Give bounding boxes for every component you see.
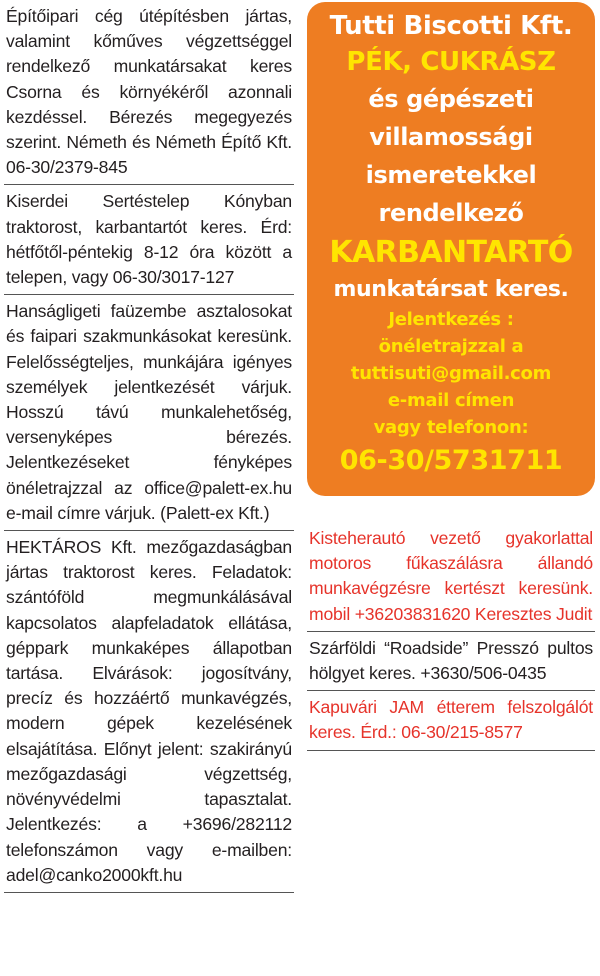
right-column	[307, 0, 595, 751]
featured-apply: e-mail címen	[387, 390, 515, 411]
featured-apply: Jelentkezés :	[388, 309, 514, 330]
featured-ad-box	[307, 2, 595, 496]
featured-line: munkatársat keres.	[333, 277, 569, 302]
ad-separator	[4, 892, 294, 893]
classified-ad-hektaros: HEKTÁROS Kft. mezőgazdaságban jártas traktorost keres. Feladatok: szántóföld megmunkálásával kapcsolatos alapfeladatok ellátása, géppark munkaképes állapotban tartása. Elvárások: jogosítvány, precíz és hozzáértő munkavégzés, modern gépek kezelésének elsajátítása. Előnyt jelent: szakirányú mezőgazdasági végzettség, növényvédelmi tapasztalat. Jelentkezés: a +3696/282112 telefonszámon vagy e-mailben: adel@canko2000kft.hu	[6, 537, 292, 885]
featured-line: ismeretekkel	[365, 161, 537, 189]
featured-apply: önéletrajzzal a	[378, 336, 524, 357]
classified-ad-jam: Kapuvári JAM étterem felszolgálót keres. Érd.: 06-30/215-8577	[309, 697, 593, 743]
left-column	[4, 0, 294, 893]
classified-ad-gardener: Kisteherautó vezető gyakorlattal motoros fűkaszálásra állandó munkavégzésre kertészt keresünk. mobil +36203831620 Keresztes Judit	[309, 528, 593, 624]
featured-line: rendelkező	[378, 199, 524, 227]
classified-ad-pig-farm: Kiserdei Sertéstelep Kónyban traktorost, karbantartót keres. Érd: hétfőtől-péntekig 8-12 óra között a telepen, vagy 06-30/3017-127	[6, 191, 292, 288]
featured-role: KARBANTARTÓ	[329, 235, 573, 270]
featured-company: Tutti Biscotti Kft.	[329, 11, 573, 41]
featured-line: és gépészeti	[368, 85, 534, 113]
featured-line: villamossági	[369, 123, 533, 151]
right-ads-list	[307, 522, 595, 751]
classified-ad-roadside: Szárföldi “Roadside” Presszó pultos hölgyet keres. +3630/506-0435	[309, 637, 593, 684]
featured-phone: 06-30/5731711	[339, 445, 563, 476]
featured-email: tuttisuti@gmail.com	[350, 363, 552, 384]
classified-ad-construction: Építőipari cég útépítésben jártas, valamint kőműves végzettséggel rendelkező munkatársakat keres Csorna és környékéről azonnali kezdéssel. Bérezés megegyezés szerint. Németh és Németh Építő Kft. 06-30/2379-845	[6, 6, 292, 178]
featured-positions: PÉK, CUKRÁSZ	[346, 47, 556, 77]
classified-ad-wood-factory: Hanságligeti faüzembe asztalosokat és faipari szakmunkásokat keresünk. Felelősségteljes, munkájára igényes személyek jelentkezését várjuk. Hosszú távú munkalehetőség, versenyképes bérezés. Jelentkezéseket fényképes önéletrajzzal az office@palett-ex.hu e-mail címre várjuk. (Palett-ex Kft.)	[6, 301, 292, 523]
ad-separator	[307, 750, 595, 751]
featured-apply: vagy telefonon:	[373, 417, 529, 438]
